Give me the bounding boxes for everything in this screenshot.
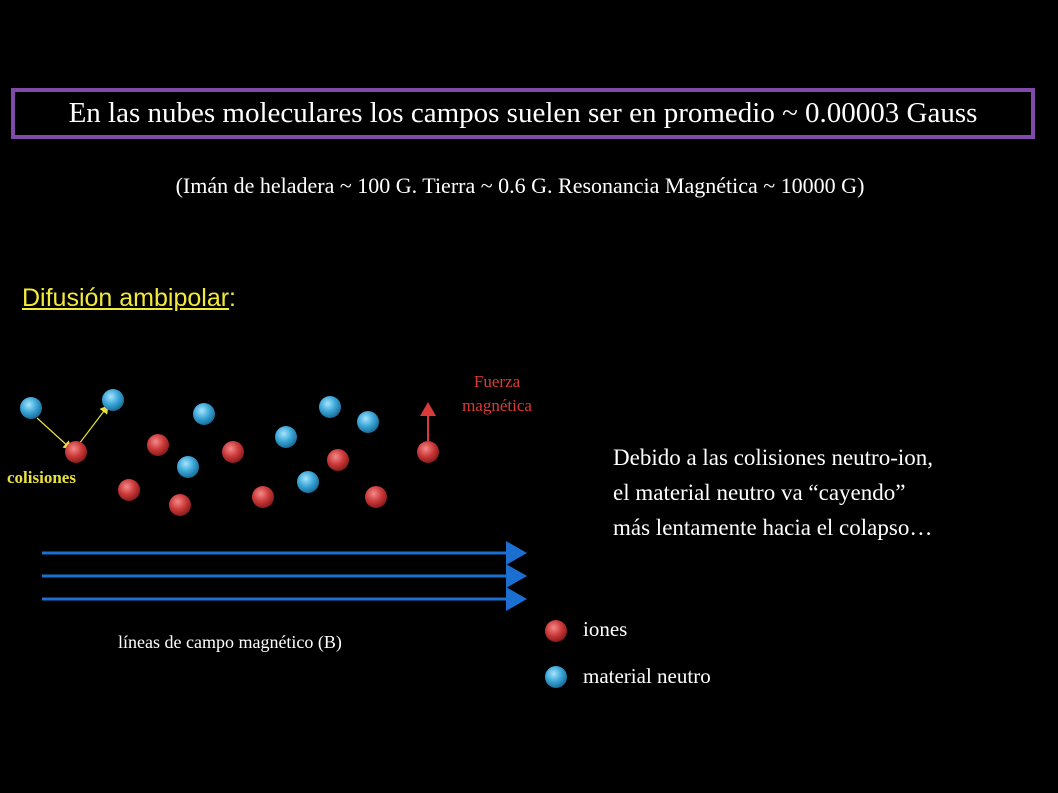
collision-line-right — [76, 407, 107, 448]
explanation-line: Debido a las colisiones neutro-ion, — [613, 445, 934, 470]
field-lines-label: líneas de campo magnético (B) — [118, 632, 342, 652]
neutral-particle — [193, 403, 215, 425]
ion-particle — [417, 441, 439, 463]
ion-particle — [169, 494, 191, 516]
section-heading-colon: : — [229, 284, 236, 312]
neutral-particle — [275, 426, 297, 448]
force-label-line: magnética — [462, 396, 532, 415]
neutral-particle — [102, 389, 124, 411]
legend-ion-marker — [545, 620, 567, 642]
neutral-particle — [319, 396, 341, 418]
subtitle: (Imán de heladera ~ 100 G. Tierra ~ 0.6 G. Resonancia Magnética ~ 10000 G) — [175, 173, 865, 198]
force-label-line: Fuerza — [473, 372, 521, 391]
explanation-line: más lentamente hacia el colapso… — [613, 515, 933, 540]
collision-line-left — [37, 418, 70, 448]
neutral-particle — [297, 471, 319, 493]
legend-neutral-marker — [545, 666, 567, 688]
explanation-line: el material neutro va “cayendo” — [613, 480, 906, 505]
ion-particle — [365, 486, 387, 508]
legend-ions-label: iones — [583, 617, 628, 641]
section-heading-text: Difusión ambipolar — [22, 284, 230, 312]
ion-particle — [147, 434, 169, 456]
neutral-particle — [20, 397, 42, 419]
slide-title: En las nubes moleculares los campos suelen ser en promedio ~ 0.00003 Gauss — [68, 97, 978, 129]
ion-particle — [65, 441, 87, 463]
force-label — [432, 370, 562, 418]
neutral-particle — [357, 411, 379, 433]
neutral-particle — [177, 456, 199, 478]
collisions-label: colisiones — [7, 468, 76, 487]
ion-particle — [252, 486, 274, 508]
legend-neutral-label: material neutro — [583, 664, 711, 688]
explanation-text — [613, 440, 933, 545]
ion-particle — [327, 449, 349, 471]
ion-particle — [118, 479, 140, 501]
ion-particle — [222, 441, 244, 463]
